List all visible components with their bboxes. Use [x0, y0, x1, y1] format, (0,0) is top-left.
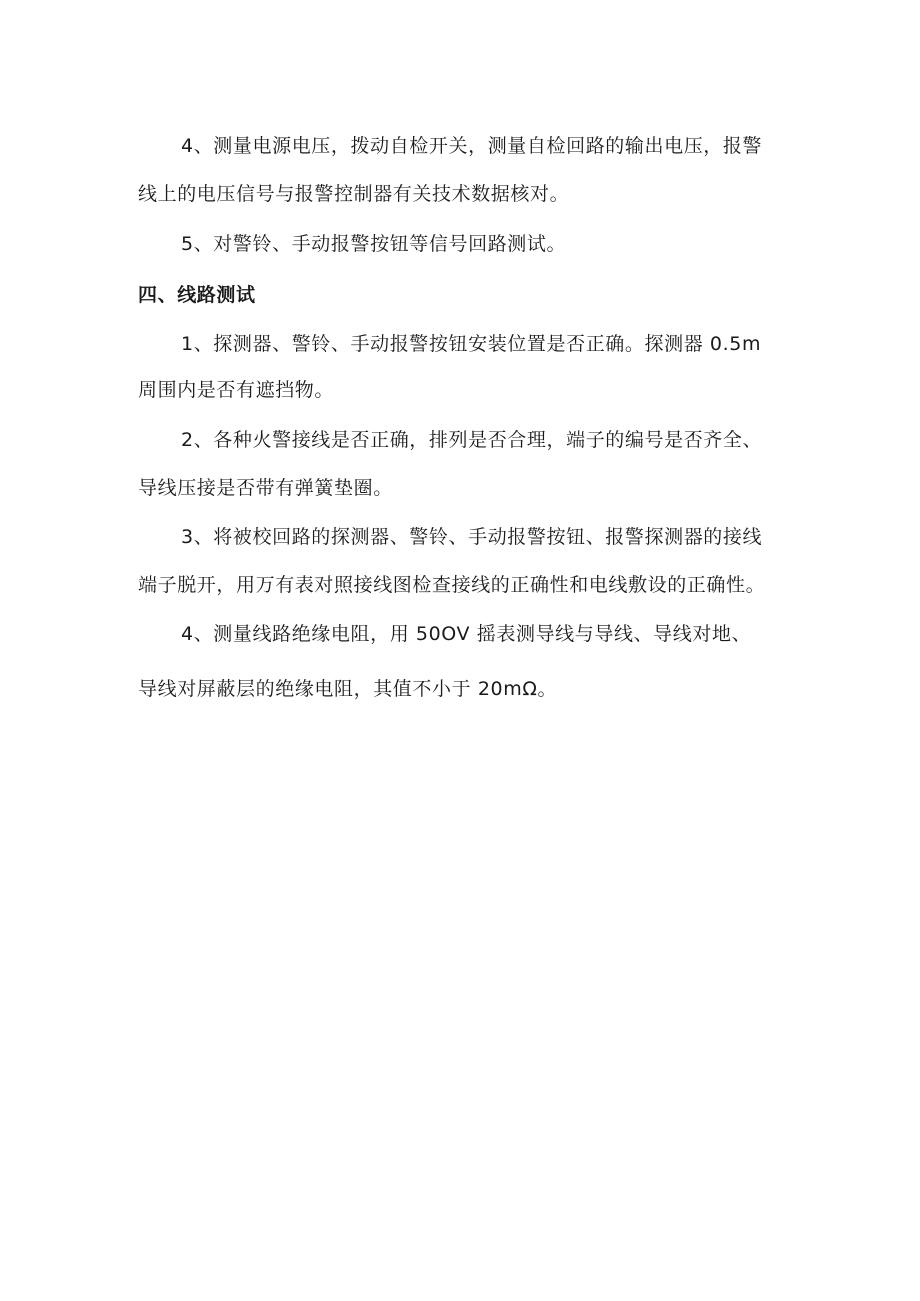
item-3-line-1: 3、将被校回路的探测器、警铃、手动报警按钮、报警探测器的接线: [181, 526, 763, 548]
item-3-line-2: 端子脱开，用万有表对照接线图检查接线的正确性和电线敷设的正确性。: [138, 574, 766, 596]
paragraph-power-test-line-1: 4、测量电源电压，拨动自检开关，测量自检回路的输出电压，报警: [181, 135, 763, 157]
section-heading: 四、线路测试: [138, 284, 256, 306]
paragraph-power-test-line-2: 线上的电压信号与报警控制器有关技术数据核对。: [138, 183, 570, 205]
item-2-line-1: 2、各种火警接线是否正确，排列是否合理，端子的编号是否齐全、: [181, 429, 763, 451]
item-4-line-1: 4、测量线路绝缘电阻，用 50OV 摇表测导线与导线、导线对地、: [181, 623, 752, 645]
paragraph-bell-test: 5、对警铃、手动报警按钮等信号回路测试。: [181, 233, 567, 255]
item-1-line-1: 1、探测器、警铃、手动报警按钮安装位置是否正确。探测器 0.5m: [181, 333, 762, 355]
item-4-line-2: 导线对屏蔽层的绝缘电阻，其值不小于 20mΩ。: [138, 678, 558, 700]
item-1-line-2: 周围内是否有遮挡物。: [138, 379, 335, 401]
item-2-line-2: 导线压接是否带有弹簧垫圈。: [138, 477, 393, 499]
